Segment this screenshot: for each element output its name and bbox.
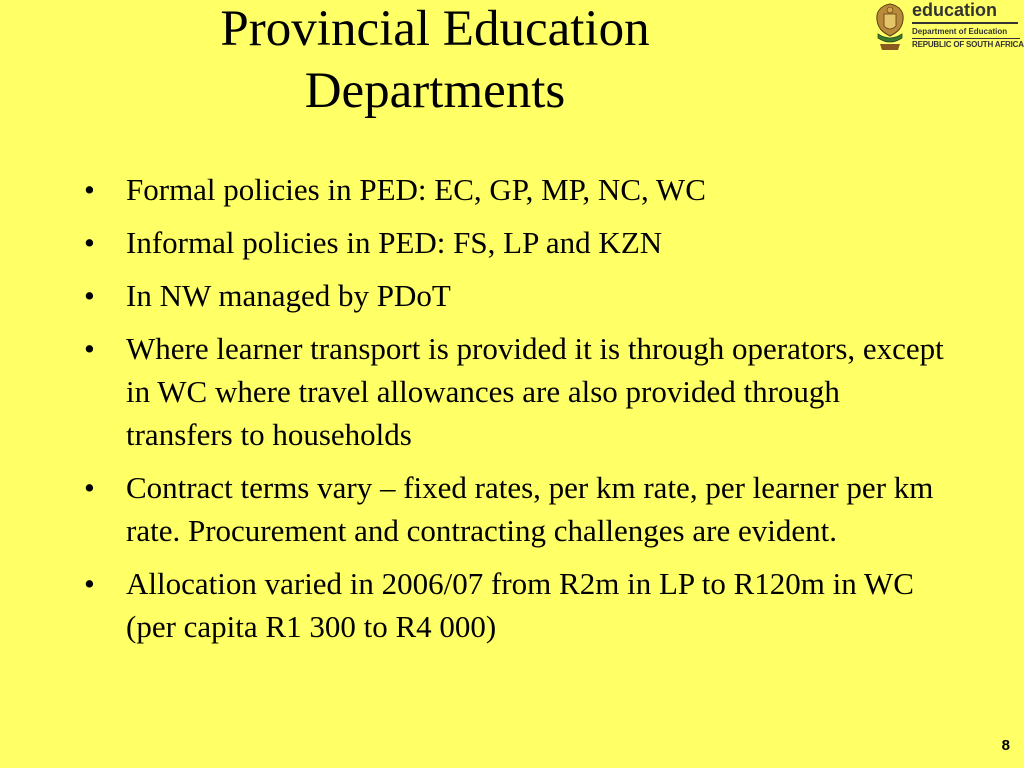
bullet-list bbox=[84, 168, 944, 658]
bullet-item: • Where learner transport is provided it is through operators, except in WC where travel allowances are also provided through transfers to households bbox=[84, 327, 944, 456]
logo-country: REPUBLIC OF SOUTH AFRICA bbox=[912, 40, 1024, 49]
bullet-item: • Informal policies in PED: FS, LP and KZN bbox=[84, 221, 944, 264]
logo-department: Department of Education bbox=[912, 27, 1008, 36]
coat-of-arms-icon bbox=[872, 2, 908, 52]
slide-title: Provincial Education Departments bbox=[220, 1, 650, 119]
logo-divider bbox=[912, 22, 1018, 24]
bullet-item: • Contract terms vary – fixed rates, per km rate, per learner per km rate. Procurement and contracting challenges are evident. bbox=[84, 466, 944, 552]
logo-divider-thin bbox=[912, 38, 1020, 39]
bullet-item: • In NW managed by PDoT bbox=[84, 274, 944, 317]
page-number: 8 bbox=[1001, 737, 1010, 754]
bullet-item: • Allocation varied in 2006/07 from R2m in LP to R120m in WC (per capita R1 300 to R4 000) bbox=[84, 562, 944, 648]
logo-wordmark: education bbox=[912, 0, 998, 20]
bullet-item: • Formal policies in PED: EC, GP, MP, NC, WC bbox=[84, 168, 944, 211]
education-logo bbox=[868, 0, 1024, 58]
